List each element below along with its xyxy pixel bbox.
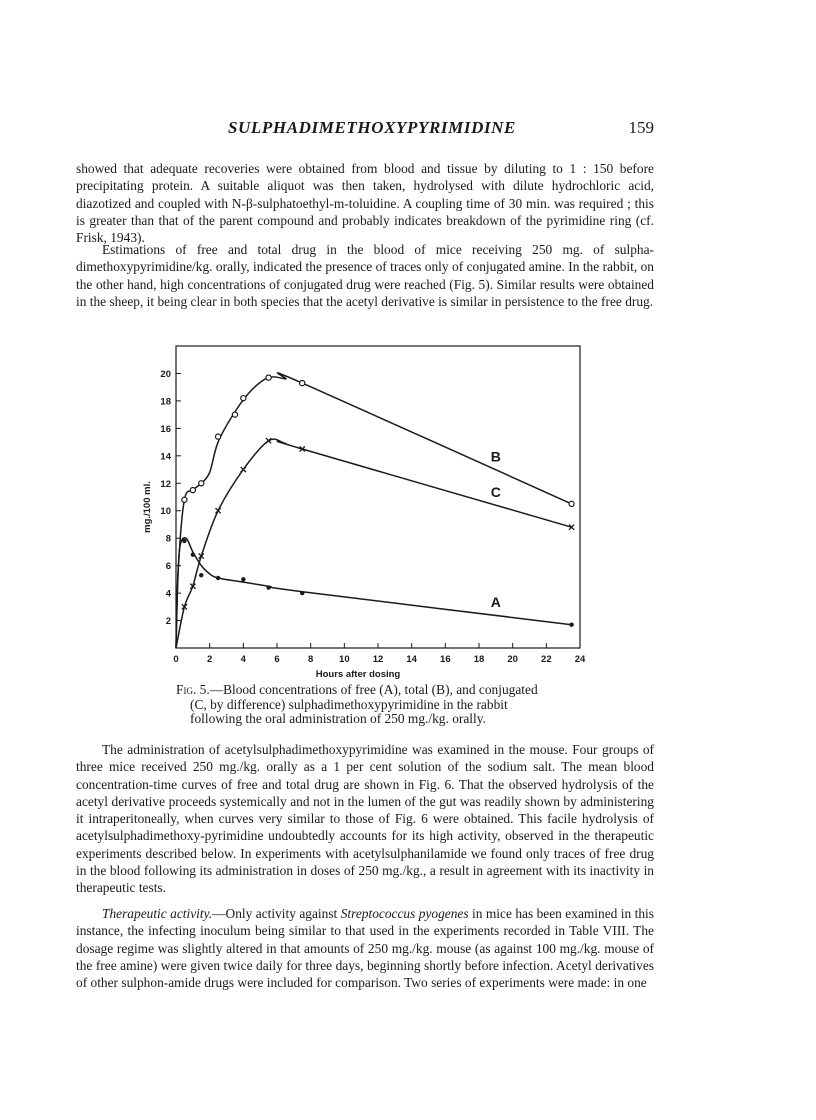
x-tick-label: 18 xyxy=(473,654,485,665)
data-point-b xyxy=(300,380,305,385)
plot-frame xyxy=(176,346,580,648)
therapeutic-heading: Therapeutic activity. xyxy=(102,906,213,921)
data-point-b xyxy=(199,481,204,486)
x-tick-label: 16 xyxy=(440,654,451,665)
y-tick-label: 12 xyxy=(160,478,171,490)
x-tick-label: 0 xyxy=(173,654,179,665)
therapeutic-text-pre: —Only activity against xyxy=(212,906,341,921)
x-tick-label: 6 xyxy=(274,654,280,665)
data-point-a xyxy=(569,622,573,626)
data-point-b xyxy=(190,488,195,493)
curve-c xyxy=(176,439,572,648)
data-point-a xyxy=(300,591,304,595)
paragraph-estimations: Estimations of free and total drug in the blood of mice receiving 250 mg. of sulpha-dimethoxypyrimidine/kg. orally, indicated the presence of traces only of conjugated amine. In the rabbit, on the other hand, high concentrations of conjugated drug were reached (Fig. 5). Similar results were obtained in the sheep, it being clear in both species that the acetyl derivative is similar in persistence to the free drug. xyxy=(76,242,654,309)
x-tick-label: 14 xyxy=(406,654,417,665)
data-point-b xyxy=(241,396,246,401)
data-point-b xyxy=(266,375,271,380)
therapeutic-text-post: in mice has been examined in this instance, the infecting inoculum being similar to that used in the experiments recorded in Table VIII. The dosage regime was slightly altered in that amounts of 250 mg./kg. mouse (as against 100 mg./kg. mouse of the free amine) were given twice daily for three days, beginning shortly before infection. Acetyl derivatives of other sulphon-amide drugs were included for comparison. Two series of experiments were made: in one xyxy=(76,906,654,991)
y-tick-label: 10 xyxy=(160,506,171,518)
data-point-b xyxy=(569,501,574,506)
data-point-a xyxy=(191,552,195,556)
data-point-a xyxy=(266,585,270,589)
curve-a xyxy=(176,538,572,648)
blood-concentration-chart xyxy=(140,338,600,683)
y-tick-label: 20 xyxy=(160,368,171,380)
caption-line-1: —Blood concentrations of free (A), total (B), and conjugated xyxy=(209,682,538,697)
x-tick-label: 4 xyxy=(240,654,246,665)
x-tick-label: 8 xyxy=(308,654,314,665)
data-point-a xyxy=(199,573,203,577)
running-title: SULPHADIMETHOXYPYRIMIDINE xyxy=(228,118,516,137)
x-tick-label: 24 xyxy=(574,654,586,665)
data-point-a xyxy=(241,577,245,581)
caption-line-2: (C, by difference) sulphadimethoxypyrimidine in the rabbit xyxy=(190,696,508,712)
paragraph-continuation: showed that adequate recoveries were obtained from blood and tissue by diluting to 1 : 150 before precipitating protein. A suitable aliquot was then taken, hydrolysed with dilute hydrochloric acid, diazotized and coupled with N-β-sulphatoethyl-m-toluidine. A coupling time of 30 min. was required ; this is greater than that of the parent compound and probably indicates breakdown of the pyrimidine ring (cf. Frisk, 1943). xyxy=(76,161,654,246)
x-tick-label: 20 xyxy=(507,654,518,665)
y-tick-label: 2 xyxy=(165,616,171,628)
page-number: 159 xyxy=(628,118,654,137)
paragraph-acetyl-administration: The administration of acetylsulphadimethoxypyrimidine was examined in the mouse. Four groups of three mice received 250 mg./kg. orally as a 1 per cent solution of the sodium salt. The mean blood concentration-time curves of free and total drug are shown in Fig. 6. That the observed hydrolysis of the acetyl derivative proceeds systemically and not in the lumen of the gut was readily shown by administering it intraperitoneally, when curves very similar to those of Fig. 6 were obtained. This facile hydrolysis of acetylsulphadimethoxy-pyrimidine undoubtedly accounts for its high activity, observed in the therapeutic experiments described below. In experiments with acetylsulphanilamide we found only traces of free drug in the blood following its administration in doses of 250 mg./kg., a result in agreement with its inactivity in therapeutic tests. xyxy=(76,742,654,896)
curve-label-a: A xyxy=(490,593,501,610)
paragraph-therapeutic-activity xyxy=(76,905,654,991)
data-point-b xyxy=(182,497,187,502)
y-tick-label: 4 xyxy=(165,588,171,600)
data-point-c xyxy=(215,508,220,513)
y-axis-label: mg./100 ml. xyxy=(142,481,153,533)
y-tick-label: 16 xyxy=(160,423,171,435)
y-tick-label: 6 xyxy=(165,561,171,573)
y-tick-label: 8 xyxy=(165,533,171,545)
figure-caption xyxy=(176,683,586,727)
x-tick-label: 12 xyxy=(372,654,384,665)
x-tick-label: 22 xyxy=(541,654,552,665)
x-tick-label: 10 xyxy=(339,654,350,665)
y-tick-label: 18 xyxy=(160,396,171,408)
data-point-c xyxy=(241,467,246,472)
x-tick-label: 2 xyxy=(207,654,213,665)
curve-label-b: B xyxy=(490,448,501,465)
x-axis-label: Hours after dosing xyxy=(315,669,401,680)
organism-name: Streptococcus pyogenes xyxy=(340,906,469,921)
caption-line-3: following the oral administration of 250 mg./kg. orally. xyxy=(190,711,486,726)
data-point-a xyxy=(216,576,220,580)
caption-label: Fig. 5. xyxy=(176,682,210,697)
y-tick-label: 14 xyxy=(160,451,171,463)
data-point-c xyxy=(266,438,271,443)
running-header xyxy=(76,118,654,140)
figure-5 xyxy=(140,338,600,683)
data-point-a xyxy=(182,539,186,543)
data-point-b xyxy=(215,434,220,439)
data-point-b xyxy=(232,412,237,417)
curve-label-c: C xyxy=(490,484,501,500)
